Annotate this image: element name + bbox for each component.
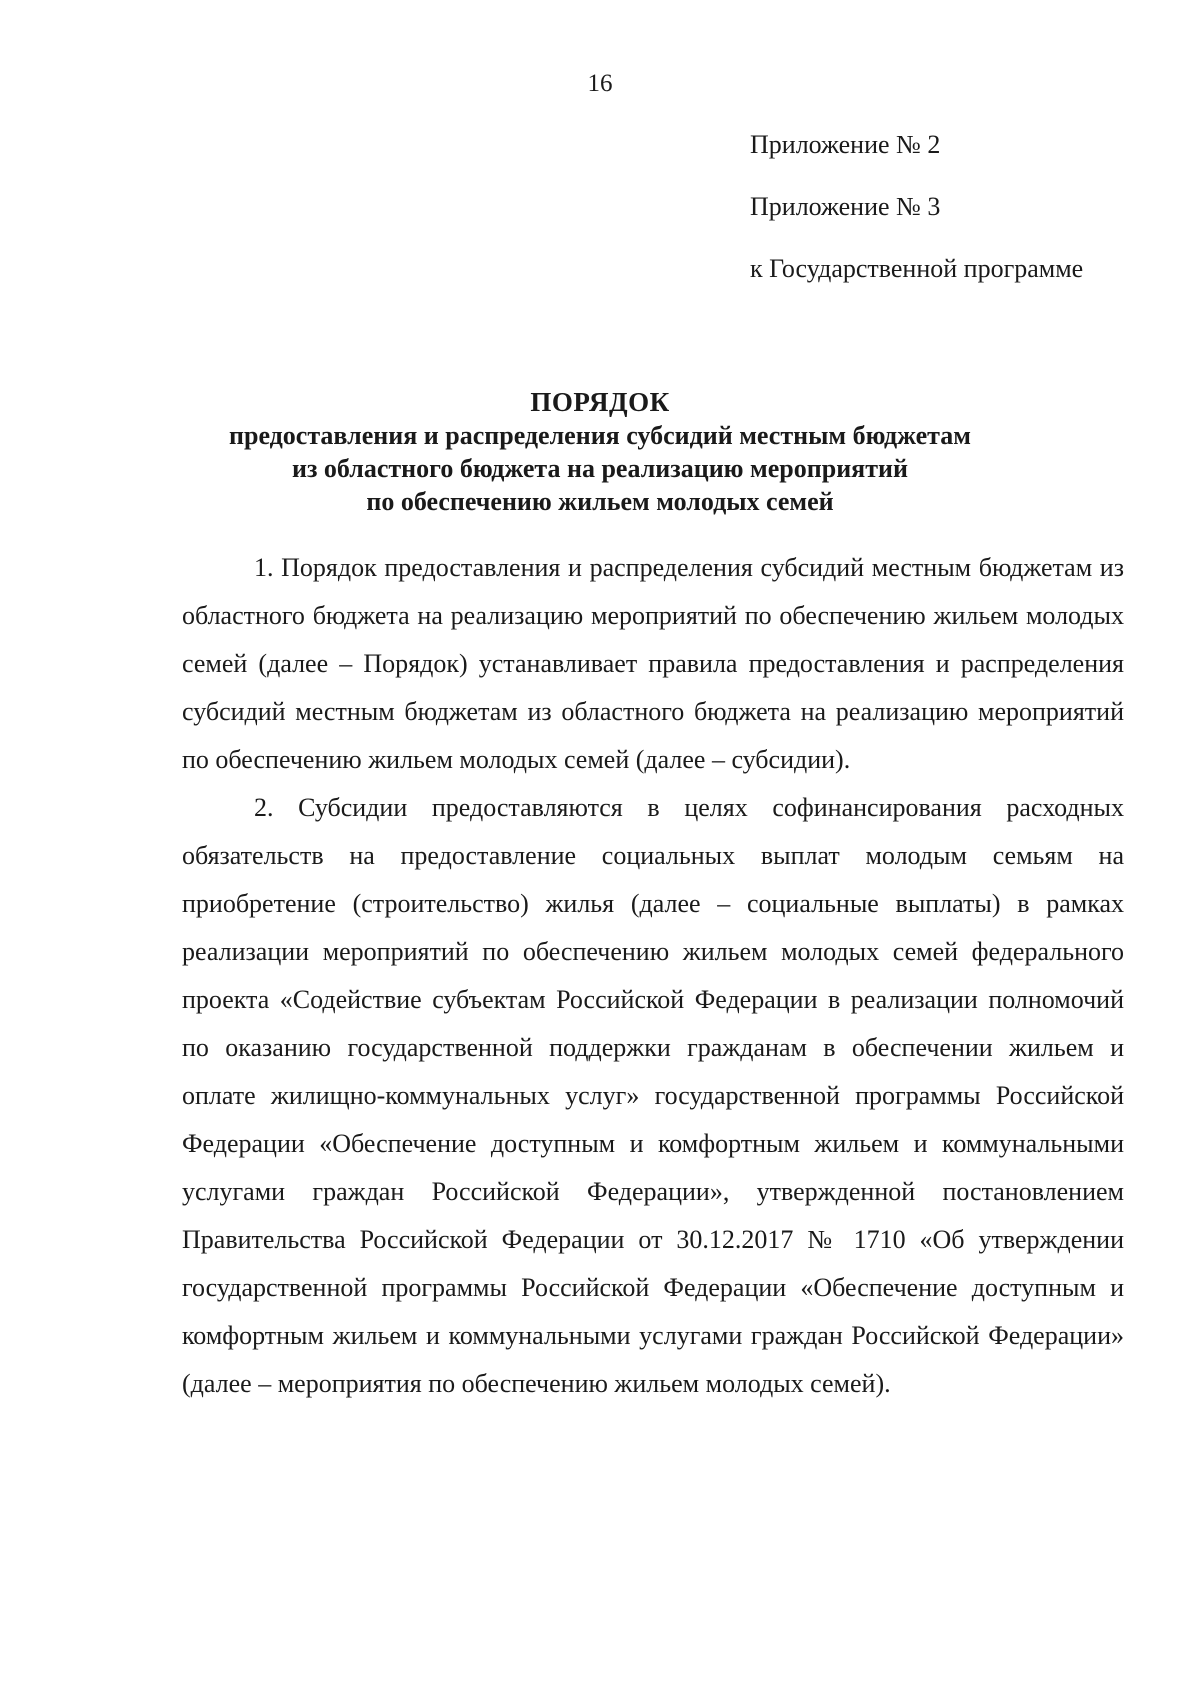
title-subtitle-3: по обеспечению жильем молодых семей xyxy=(366,487,834,516)
title-subtitle-2: из областного бюджета на реализацию мероприятий xyxy=(292,454,908,483)
appendix-line-3: к Государственной программе xyxy=(750,254,1084,283)
appendix-line-2: Приложение № 3 xyxy=(750,192,941,221)
title-main: ПОРЯДОК xyxy=(530,387,670,417)
paragraph-2: 2. Субсидии предоставляются в целях софинансирования расходных обязательств на предоставление социальных выплат молодым семьям на приобретение (строительство) жилья (далее – социальные выплаты) в рамках реализации мероприятий по обеспечению жильем молодых семей федерального проекта «Содействие субъектам Российской Федерации в реализации полномочий по оказанию государственной поддержки гражданам в обеспечении жильем и оплате жилищно-коммунальных услуг» государственной программы Российской Федерации «Обеспечение доступным и комфортным жильем и коммунальными услугами граждан Российской Федерации», утвержденной постановлением Правительства Российской Федерации от 30.12.2017 № 1710 «Об утверждении государственной программы Российской Федерации «Обеспечение доступным и комфортным жильем и коммунальными услугами граждан Российской Федерации» (далее – мероприятия по обеспечению жильем молодых семей). xyxy=(182,793,1124,1398)
title-subtitle-1: предоставления и распределения субсидий местным бюджетам xyxy=(229,421,971,450)
document-title xyxy=(0,386,1200,518)
page-number: 16 xyxy=(587,70,613,97)
appendix-line-1: Приложение № 2 xyxy=(750,130,941,159)
paragraph-1: 1. Порядок предоставления и распределения субсидий местным бюджетам из областного бюджета на реализацию мероприятий по обеспечению жильем молодых семей (далее – Порядок) устанавливает правила предоставления и распределения субсидий местным бюджетам из областного бюджета на реализацию мероприятий по обеспечению жильем молодых семей (далее – субсидии). xyxy=(182,553,1124,774)
appendix-header xyxy=(750,130,1083,284)
body-text xyxy=(182,544,1124,1408)
